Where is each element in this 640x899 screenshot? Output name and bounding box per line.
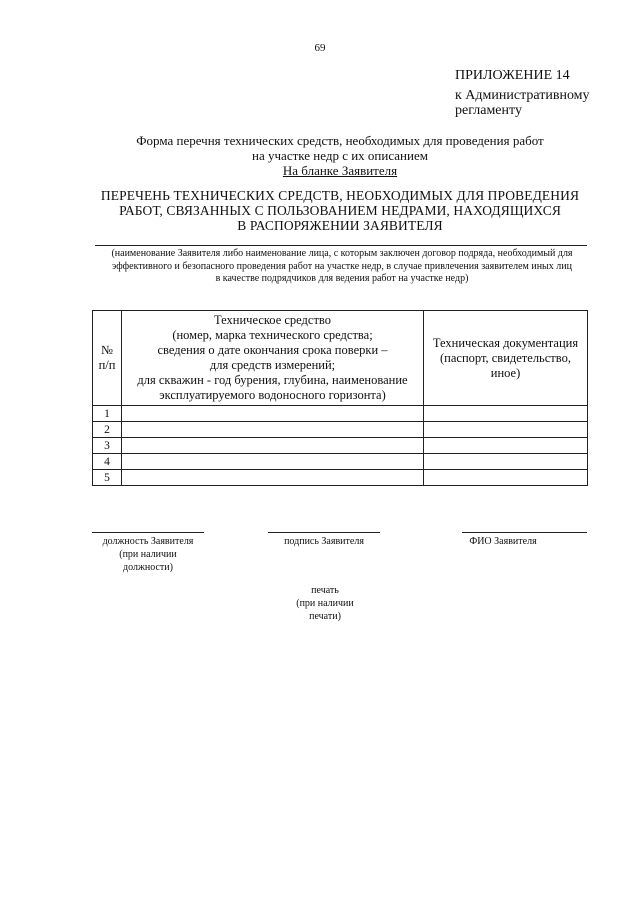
appendix-line-1: к Административному bbox=[455, 88, 590, 103]
document-title-line-1: ПЕРЕЧЕНЬ ТЕХНИЧЕСКИХ СРЕДСТВ, НЕОБХОДИМЫХ ДЛЯ ПРОВЕДЕНИЯ bbox=[100, 188, 580, 203]
table-row bbox=[93, 438, 588, 454]
appendix-title: ПРИЛОЖЕНИЕ 14 bbox=[455, 68, 570, 83]
full-name-label-line-1: ФИО Заявителя bbox=[469, 536, 537, 547]
column-header-number-line-1: № bbox=[101, 343, 113, 357]
equipment-cell[interactable] bbox=[122, 470, 424, 486]
equipment-cell[interactable] bbox=[122, 406, 424, 422]
document-title-line-3: В РАСПОРЯЖЕНИИ ЗАЯВИТЕЛЯ bbox=[237, 218, 443, 233]
appendix-header bbox=[455, 68, 590, 118]
table-header-row bbox=[93, 311, 588, 406]
row-number: 4 bbox=[93, 454, 122, 470]
document-title-line-2: РАБОТ, СВЯЗАННЫХ С ПОЛЬЗОВАНИЕМ НЕДРАМИ, НАХОДЯЩИХСЯ bbox=[119, 203, 561, 218]
signature-label bbox=[262, 535, 386, 548]
column-header-documentation-line-3: иное) bbox=[490, 365, 521, 380]
equipment-cell[interactable] bbox=[122, 438, 424, 454]
column-header-documentation-line-1: Техническая документация bbox=[432, 335, 579, 350]
form-description-line-2: на участке недр с их описанием bbox=[252, 148, 428, 163]
position-signature-line[interactable] bbox=[92, 532, 204, 533]
table-row bbox=[93, 470, 588, 486]
documentation-cell[interactable] bbox=[424, 438, 588, 454]
signature-label-line-1: подпись Заявителя bbox=[284, 536, 364, 547]
form-description-line-1: Форма перечня технических средств, необходимых для проведения работ bbox=[136, 133, 544, 148]
row-number: 5 bbox=[93, 470, 122, 486]
documentation-cell[interactable] bbox=[424, 454, 588, 470]
signature-line[interactable] bbox=[268, 532, 380, 533]
column-header-equipment-line-2: (номер, марка технического средства; bbox=[172, 328, 373, 342]
stamp-label bbox=[260, 584, 390, 623]
position-label-line-3: должности) bbox=[123, 562, 173, 573]
position-label bbox=[86, 535, 210, 574]
row-number: 2 bbox=[93, 422, 122, 438]
column-header-equipment-line-4: для средств измерений; bbox=[209, 358, 336, 372]
full-name-line[interactable] bbox=[462, 532, 587, 533]
position-label-line-1: должность Заявителя bbox=[102, 536, 194, 547]
equipment-cell[interactable] bbox=[122, 422, 424, 438]
row-number: 1 bbox=[93, 406, 122, 422]
applicant-name-field[interactable] bbox=[95, 245, 587, 246]
column-header-number-line-2: п/п bbox=[98, 358, 116, 372]
column-header-equipment-line-6: эксплуатируемого водоносного горизонта) bbox=[159, 388, 386, 402]
full-name-label bbox=[448, 535, 558, 548]
column-header-equipment-line-3: сведения о дате окончания срока поверки – bbox=[157, 343, 388, 357]
column-header-equipment-line-1: Техническое средство bbox=[214, 313, 331, 327]
documentation-cell[interactable] bbox=[424, 470, 588, 486]
document-title bbox=[100, 188, 580, 233]
documentation-cell[interactable] bbox=[424, 406, 588, 422]
documentation-cell[interactable] bbox=[424, 422, 588, 438]
equipment-table bbox=[92, 310, 588, 486]
equipment-cell[interactable] bbox=[122, 454, 424, 470]
column-header-equipment-line-5: для скважин - год бурения, глубина, наименование bbox=[137, 373, 408, 387]
column-header-documentation bbox=[424, 311, 588, 406]
applicant-note bbox=[86, 248, 598, 286]
column-header-number bbox=[93, 311, 122, 406]
stamp-label-line-1: печать bbox=[311, 585, 339, 596]
position-label-line-2: (при наличии bbox=[119, 549, 177, 560]
row-number: 3 bbox=[93, 438, 122, 454]
column-header-documentation-line-2: (паспорт, свидетельство, bbox=[440, 350, 571, 365]
stamp-label-line-2: (при наличии bbox=[296, 598, 354, 609]
column-header-equipment bbox=[122, 311, 424, 406]
table-row bbox=[93, 406, 588, 422]
applicant-note-line-3: в качестве подрядчиков для ведения работ на участке недр) bbox=[215, 273, 469, 284]
applicant-note-line-1: (наименование Заявителя либо наименование лица, с которым заключен договор подряда, необходимый для bbox=[111, 248, 573, 259]
appendix-line-2: регламенту bbox=[455, 103, 522, 118]
form-description bbox=[120, 133, 560, 178]
applicant-note-line-2: эффективного и безопасного проведения работ на участке недр, в случае привлечения заявителем иных лиц bbox=[112, 260, 572, 272]
table-row bbox=[93, 422, 588, 438]
page-number: 69 bbox=[314, 42, 326, 54]
stamp-label-line-3: печати) bbox=[309, 611, 341, 622]
form-description-letterhead: На бланке Заявителя bbox=[282, 163, 398, 178]
table-row bbox=[93, 454, 588, 470]
